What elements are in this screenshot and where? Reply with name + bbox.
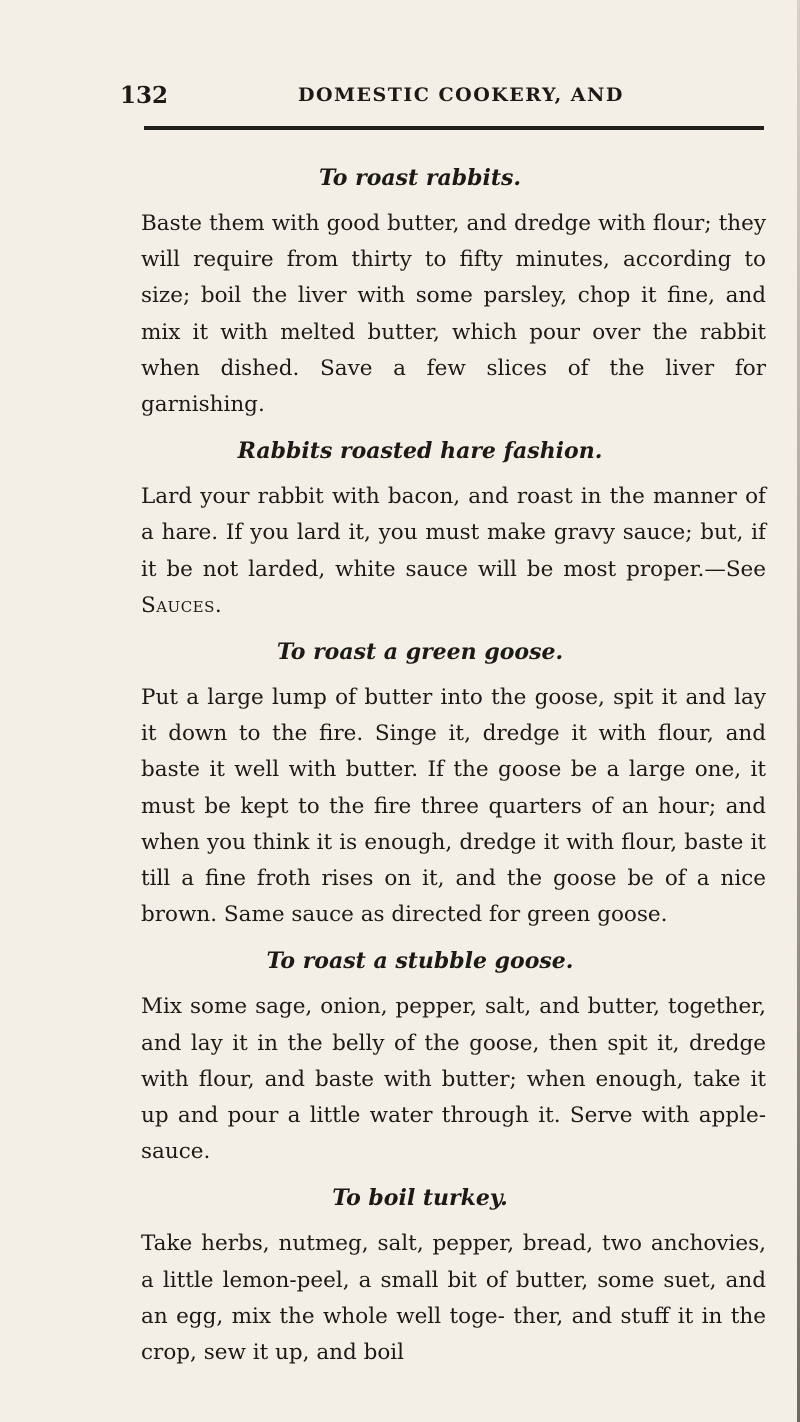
recipe-title: Rabbits roasted hare fashion.: [237, 438, 603, 465]
recipe-text: Put a large lump of butter into the goose, spit it and lay it down to the fire. Singe it, dredge it with flour, and baste it well with butter. If the goose be a large one, it must be kept to the fire three quarters of an hour; and when you think it is enough, dredge it with flour, baste it till a fine froth rises on it, and the goose be of a nice brown. Same sauce as directed for green goose.: [141, 685, 766, 928]
recipe-title: To roast a green goose.: [276, 639, 564, 666]
recipe-text-part: Lard your rabbit with bacon, and roast in the manner of a hare. If you lard it, you must make gravy sauce; but, if it be not larded, white sauce will be most proper.—See: [141, 484, 766, 582]
running-header: [120, 82, 760, 114]
recipe-text: Baste them with good butter, and dredge with flour; they will require from thirty to fifty minutes, according to size; boil the liver with some parsley, chop it fine, and mix it with melted butter, which pour over the rabbit when dished. Save a few slices of the liver for garnishing.: [141, 211, 766, 418]
recipe-boil-turkey: [0, 1180, 800, 1371]
recipe-text: [141, 479, 766, 624]
recipe-text-part: .: [214, 592, 222, 618]
recipe-roast-green-goose: [0, 634, 800, 933]
recipe-rabbits-hare-fashion: [0, 433, 800, 624]
recipe-title: To boil turkey.: [332, 1185, 508, 1212]
recipe-roast-rabbits: [0, 160, 800, 423]
cross-reference: Sauces: [141, 592, 215, 618]
header-rule: [144, 126, 764, 130]
running-title: DOMESTIC COOKERY, AND: [298, 84, 624, 106]
page-number: 132: [120, 82, 169, 109]
recipe-text: Take herbs, nutmeg, salt, pepper, bread, two anchovies, a little lemon-peel, a small bit of butter, some suet, and an egg, mix the whole well toge- ther, and stuff it in the crop, sew it up, and boil: [141, 1231, 766, 1366]
recipe-roast-stubble-goose: [0, 943, 800, 1170]
page-content: [0, 150, 800, 1371]
recipe-title: To roast rabbits.: [318, 165, 522, 191]
recipe-title: To roast a stubble goose.: [266, 948, 574, 975]
recipe-text: Mix some sage, onion, pepper, salt, and butter, together, and lay it in the belly of the goose, then spit it, dredge with flour, and baste with butter; when enough, take it up and pour a little water through it. Serve with apple-sauce.: [141, 994, 766, 1165]
